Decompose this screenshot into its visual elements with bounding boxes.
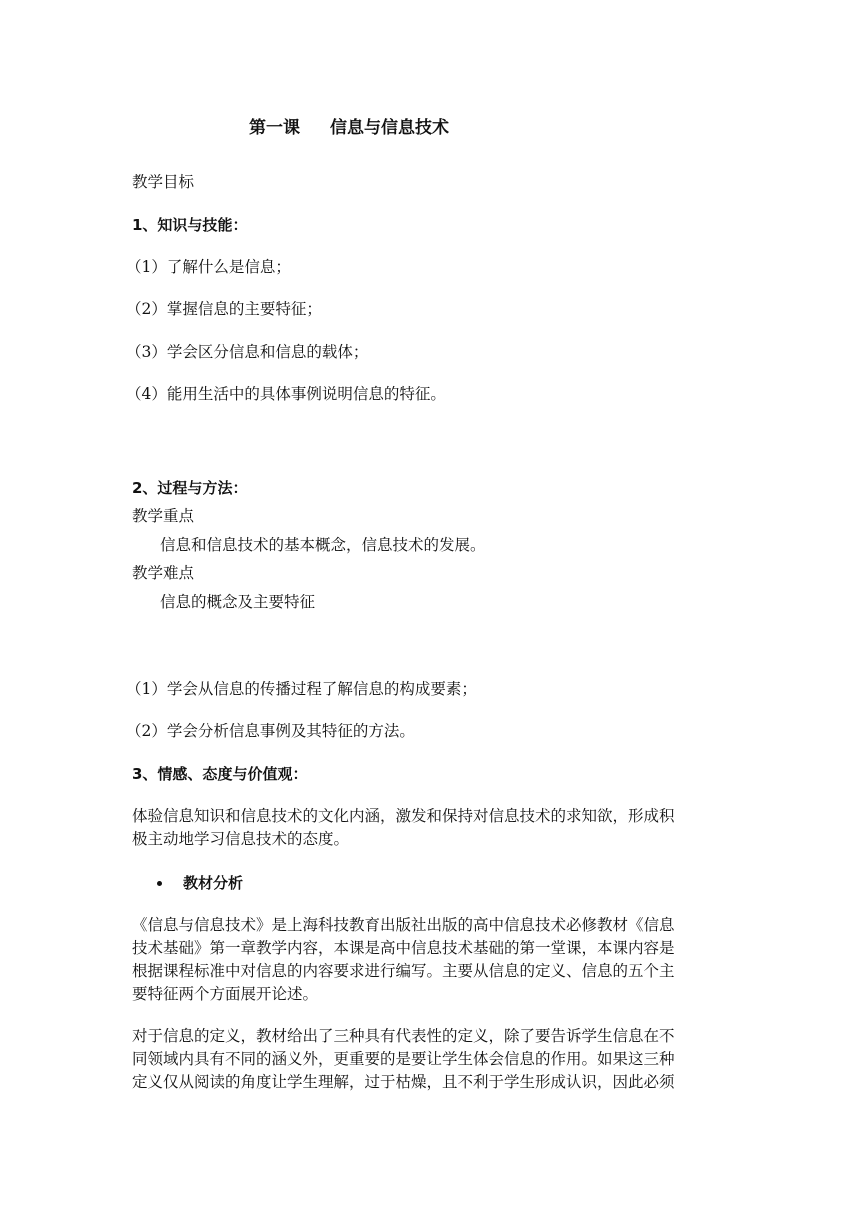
section-knowledge-heading: 1、知识与技能： [132, 216, 248, 234]
values-text-line: 极主动地学习信息技术的态度。 [132, 830, 350, 848]
key-point-label: 教学重点 [132, 507, 195, 525]
process-item: （2）学会分析信息事例及其特征的方法。 [126, 722, 415, 740]
analysis-para2-line: 定义仅从阅读的角度让学生理解，过于枯燥，且不利于学生形成认识，因此必须 [132, 1073, 675, 1091]
goals-heading: 教学目标 [132, 173, 195, 191]
lesson-number: 第一课 [249, 118, 300, 138]
page-title [249, 118, 449, 138]
knowledge-item: （3）学会区分信息和信息的载体； [126, 343, 369, 361]
analysis-para1-line: 根据课程标准中对信息的内容要求进行编写。主要从信息的定义、信息的五个主 [132, 962, 675, 980]
analysis-para1-line: 技术基础》第一章教学内容，本课是高中信息技术基础的第一堂课，本课内容是 [132, 939, 675, 957]
values-text-line: 体验信息知识和信息技术的文化内涵，激发和保持对信息技术的求知欲，形成积 [132, 807, 675, 825]
analysis-para2-line: 同领域内具有不同的涵义外，更重要的是要让学生体会信息的作用。如果这三种 [132, 1050, 675, 1068]
lesson-topic: 信息与信息技术 [330, 118, 449, 138]
process-item: （1）学会从信息的传播过程了解信息的构成要素； [126, 680, 477, 698]
analysis-para1-line: 要特征两个方面展开论述。 [132, 985, 319, 1003]
analysis-para2-line: 对于信息的定义，教材给出了三种具有代表性的定义，除了要告诉学生信息在不 [132, 1027, 675, 1045]
knowledge-item: （1）了解什么是信息； [126, 258, 291, 276]
section-values-heading: 3、情感、态度与价值观： [132, 765, 308, 783]
knowledge-item: （4）能用生活中的具体事例说明信息的特征。 [126, 385, 446, 403]
bullet-dot-icon [157, 881, 162, 886]
analysis-heading: 教材分析 [183, 874, 244, 892]
difficulty-label: 教学难点 [132, 564, 195, 582]
difficulty-text: 信息的概念及主要特征 [160, 593, 316, 611]
key-point-text: 信息和信息技术的基本概念，信息技术的发展。 [160, 536, 486, 554]
knowledge-item: （2）掌握信息的主要特征； [126, 300, 322, 318]
section-process-heading: 2、过程与方法： [132, 479, 248, 497]
analysis-para1-line: 《信息与信息技术》是上海科技教育出版社出版的高中信息技术必修教材《信息 [132, 916, 675, 934]
